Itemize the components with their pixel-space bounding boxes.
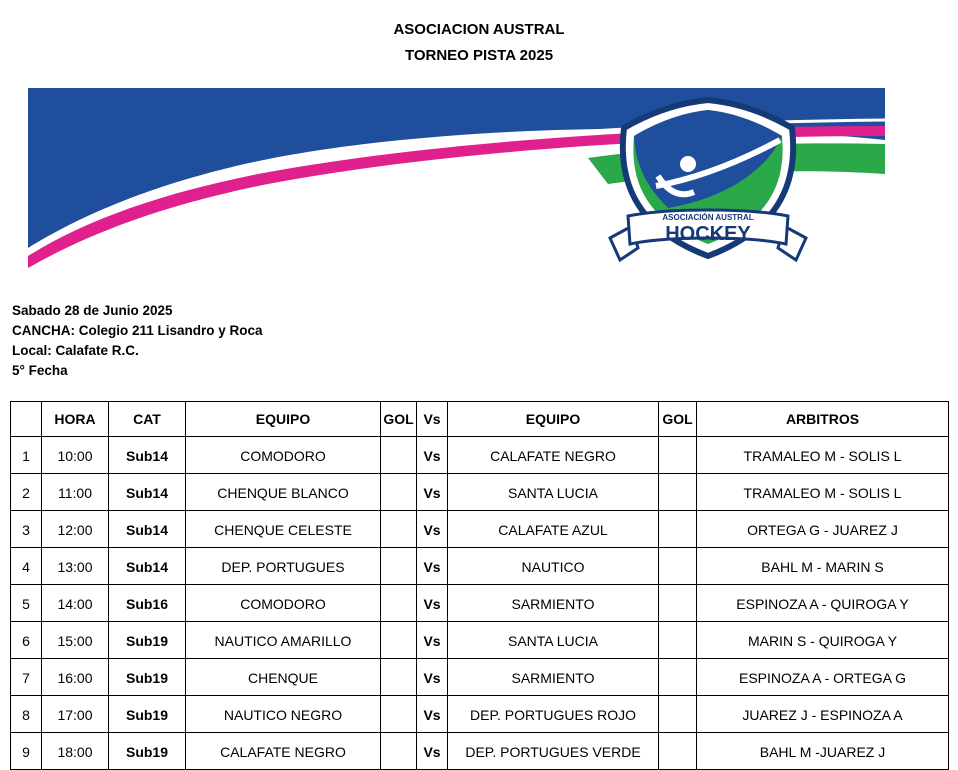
- cell-vs: Vs: [417, 733, 448, 770]
- table-row: [11, 548, 949, 585]
- cell-arbitros: ESPINOZA A - ORTEGA G: [697, 659, 949, 696]
- cell-vs: Vs: [417, 437, 448, 474]
- cell-arbitros: ORTEGA G - JUAREZ J: [697, 511, 949, 548]
- cell-hora: 12:00: [42, 511, 109, 548]
- cell-vs: Vs: [417, 548, 448, 585]
- cell-n: 9: [11, 733, 42, 770]
- cell-n: 8: [11, 696, 42, 733]
- cell-local: NAUTICO AMARILLO: [186, 622, 381, 659]
- cell-hora: 14:00: [42, 585, 109, 622]
- cell-gol1: [381, 733, 417, 770]
- table-row: [11, 659, 949, 696]
- cell-n: 2: [11, 474, 42, 511]
- cell-cat: Sub19: [109, 659, 186, 696]
- cell-vs: Vs: [417, 696, 448, 733]
- cell-visitante: SANTA LUCIA: [448, 474, 659, 511]
- cell-n: 3: [11, 511, 42, 548]
- logo-text-main: HOCKEY: [665, 223, 751, 245]
- cell-vs: Vs: [417, 659, 448, 696]
- cell-cat: Sub14: [109, 511, 186, 548]
- header-cell: [11, 402, 42, 437]
- table-row: [11, 437, 949, 474]
- cell-hora: 16:00: [42, 659, 109, 696]
- match-local: Local: Calafate R.C.: [12, 343, 139, 358]
- cell-n: 1: [11, 437, 42, 474]
- cell-cat: Sub14: [109, 437, 186, 474]
- match-info: [12, 301, 263, 381]
- cell-vs: Vs: [417, 585, 448, 622]
- cell-n: 4: [11, 548, 42, 585]
- cell-cat: Sub19: [109, 696, 186, 733]
- cell-gol1: [381, 474, 417, 511]
- cell-gol2: [659, 548, 697, 585]
- cell-visitante: CALAFATE AZUL: [448, 511, 659, 548]
- cell-visitante: NAUTICO: [448, 548, 659, 585]
- header-cell: GOL: [659, 402, 697, 437]
- cell-gol2: [659, 585, 697, 622]
- cell-hora: 17:00: [42, 696, 109, 733]
- cell-gol2: [659, 511, 697, 548]
- cell-arbitros: BAHL M -JUAREZ J: [697, 733, 949, 770]
- cell-gol2: [659, 474, 697, 511]
- cell-visitante: SARMIENTO: [448, 659, 659, 696]
- cell-gol1: [381, 548, 417, 585]
- header-cell: Vs: [417, 402, 448, 437]
- logo-text-top: ASOCIACIÓN AUSTRAL: [662, 213, 754, 222]
- cell-hora: 18:00: [42, 733, 109, 770]
- cell-gol1: [381, 622, 417, 659]
- cell-n: 6: [11, 622, 42, 659]
- cell-visitante: CALAFATE NEGRO: [448, 437, 659, 474]
- cell-arbitros: TRAMALEO M - SOLIS L: [697, 474, 949, 511]
- cell-vs: Vs: [417, 474, 448, 511]
- cell-local: NAUTICO NEGRO: [186, 696, 381, 733]
- table-header-row: [11, 402, 949, 437]
- table-row: [11, 733, 949, 770]
- hockey-banner-image: [28, 88, 885, 284]
- match-round: 5° Fecha: [12, 363, 68, 378]
- cell-local: DEP. PORTUGUES: [186, 548, 381, 585]
- table-row: [11, 474, 949, 511]
- cell-gol2: [659, 696, 697, 733]
- cell-n: 7: [11, 659, 42, 696]
- cell-visitante: SANTA LUCIA: [448, 622, 659, 659]
- document-title: ASOCIACION AUSTRAL: [393, 21, 565, 38]
- cell-cat: Sub16: [109, 585, 186, 622]
- cell-gol1: [381, 437, 417, 474]
- cell-arbitros: ESPINOZA A - QUIROGA Y: [697, 585, 949, 622]
- cell-local: CHENQUE BLANCO: [186, 474, 381, 511]
- header-cell: ARBITROS: [697, 402, 949, 437]
- cell-arbitros: BAHL M - MARIN S: [697, 548, 949, 585]
- cell-gol1: [381, 511, 417, 548]
- cell-gol2: [659, 437, 697, 474]
- cell-visitante: DEP. PORTUGUES ROJO: [448, 696, 659, 733]
- cell-visitante: SARMIENTO: [448, 585, 659, 622]
- header-cell: CAT: [109, 402, 186, 437]
- header-cell: GOL: [381, 402, 417, 437]
- header-cell: HORA: [42, 402, 109, 437]
- table-row: [11, 585, 949, 622]
- cell-hora: 11:00: [42, 474, 109, 511]
- cell-cat: Sub19: [109, 733, 186, 770]
- cell-local: CHENQUE: [186, 659, 381, 696]
- cell-hora: 13:00: [42, 548, 109, 585]
- match-venue: CANCHA: Colegio 211 Lisandro y Roca: [12, 323, 263, 338]
- document-subtitle: TORNEO PISTA 2025: [404, 47, 554, 64]
- cell-cat: Sub14: [109, 548, 186, 585]
- header-cell: EQUIPO: [186, 402, 381, 437]
- cell-hora: 10:00: [42, 437, 109, 474]
- table-row: [11, 622, 949, 659]
- cell-n: 5: [11, 585, 42, 622]
- cell-gol2: [659, 733, 697, 770]
- fixture-table: [10, 401, 949, 770]
- cell-local: COMODORO: [186, 585, 381, 622]
- cell-arbitros: JUAREZ J - ESPINOZA A: [697, 696, 949, 733]
- hockey-logo-icon: [610, 100, 806, 260]
- cell-local: CALAFATE NEGRO: [186, 733, 381, 770]
- cell-hora: 15:00: [42, 622, 109, 659]
- cell-local: CHENQUE CELESTE: [186, 511, 381, 548]
- cell-gol1: [381, 696, 417, 733]
- cell-gol1: [381, 585, 417, 622]
- cell-local: COMODORO: [186, 437, 381, 474]
- cell-gol2: [659, 659, 697, 696]
- cell-visitante: DEP. PORTUGUES VERDE: [448, 733, 659, 770]
- table-row: [11, 511, 949, 548]
- cell-gol1: [381, 659, 417, 696]
- cell-cat: Sub14: [109, 474, 186, 511]
- cell-vs: Vs: [417, 511, 448, 548]
- cell-arbitros: MARIN S - QUIROGA Y: [697, 622, 949, 659]
- table-row: [11, 696, 949, 733]
- cell-arbitros: TRAMALEO M - SOLIS L: [697, 437, 949, 474]
- cell-vs: Vs: [417, 622, 448, 659]
- cell-cat: Sub19: [109, 622, 186, 659]
- header-cell: EQUIPO: [448, 402, 659, 437]
- cell-gol2: [659, 622, 697, 659]
- match-date: Sabado 28 de Junio 2025: [12, 303, 173, 318]
